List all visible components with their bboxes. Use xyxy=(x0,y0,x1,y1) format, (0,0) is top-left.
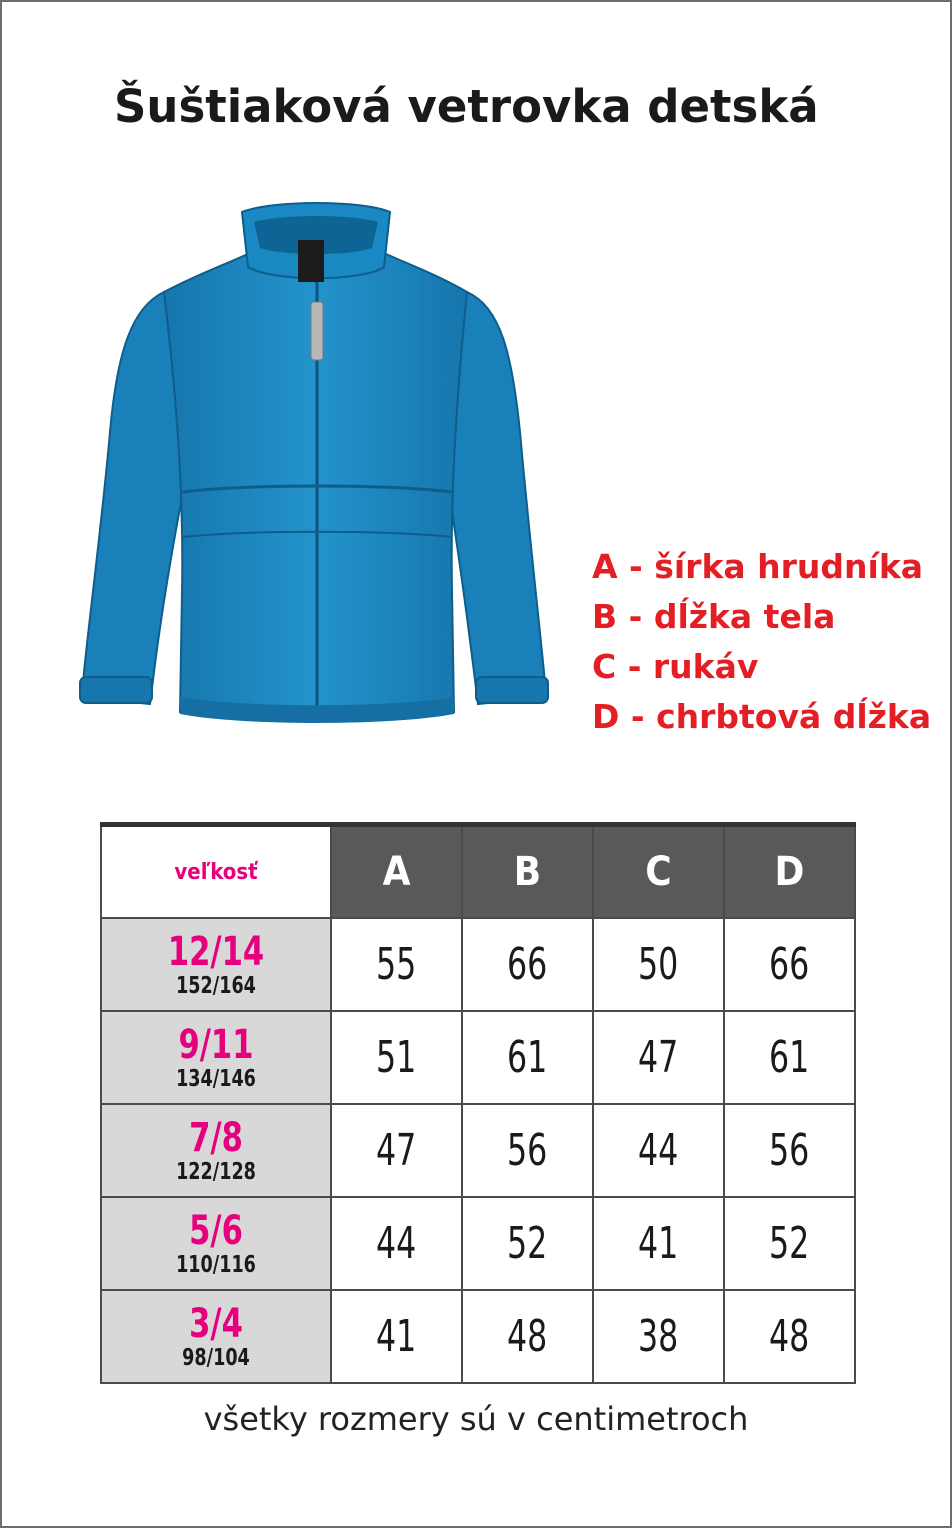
value-cell-a: 55 xyxy=(331,918,462,1011)
value-cell-c: 44 xyxy=(593,1104,724,1197)
value-cell-c: 50 xyxy=(593,918,724,1011)
size-cell xyxy=(101,1104,331,1197)
value-cell-c: 41 xyxy=(593,1197,724,1290)
value-cell-a: 51 xyxy=(331,1011,462,1104)
value-cell-b: 66 xyxy=(462,918,593,1011)
column-header-b: B xyxy=(462,825,593,919)
value-cell-c: 38 xyxy=(593,1290,724,1383)
size-cell xyxy=(101,1011,331,1104)
value-cell-a: 44 xyxy=(331,1197,462,1290)
value-cell-c: 47 xyxy=(593,1011,724,1104)
value-cell-a: 47 xyxy=(331,1104,462,1197)
value-cell-d: 56 xyxy=(724,1104,855,1197)
height-label: 122/128 xyxy=(176,1158,256,1185)
value-cell-b: 56 xyxy=(462,1104,593,1197)
value-cell-a: 41 xyxy=(331,1290,462,1383)
height-label: 110/116 xyxy=(176,1251,256,1278)
size-cell xyxy=(101,1290,331,1383)
table-header-row xyxy=(101,825,855,919)
table-row xyxy=(101,1197,855,1290)
units-note: všetky rozmery sú v centimetroch xyxy=(203,1400,749,1438)
value-cell-b: 61 xyxy=(462,1011,593,1104)
legend-item-d: D - chrbtová dĺžka xyxy=(592,697,932,736)
table-row xyxy=(101,1290,855,1383)
column-header-d: D xyxy=(724,825,855,919)
size-cell xyxy=(101,918,331,1011)
height-label: 152/164 xyxy=(176,972,256,999)
size-label: 7/8 xyxy=(189,1114,243,1161)
size-label: 12/14 xyxy=(167,928,265,975)
column-header-a: A xyxy=(331,825,462,919)
legend-item-b: B - dĺžka tela xyxy=(592,597,836,636)
legend-item-a: A - šírka hrudníka xyxy=(592,547,924,586)
table-row xyxy=(101,1011,855,1104)
size-column-header: veľkosť xyxy=(101,825,331,919)
size-table xyxy=(100,822,856,1384)
height-label: 98/104 xyxy=(182,1344,250,1371)
value-cell-b: 48 xyxy=(462,1290,593,1383)
value-cell-d: 66 xyxy=(724,918,855,1011)
value-cell-b: 52 xyxy=(462,1197,593,1290)
size-cell xyxy=(101,1197,331,1290)
size-label: 5/6 xyxy=(189,1207,243,1254)
page-title: Šuštiaková vetrovka detská xyxy=(114,80,819,133)
measurement-legend xyxy=(592,542,931,742)
table-row xyxy=(101,918,855,1011)
table-row xyxy=(101,1104,855,1197)
value-cell-d: 48 xyxy=(724,1290,855,1383)
size-label: 3/4 xyxy=(189,1300,243,1347)
legend-item-c: C - rukáv xyxy=(592,647,759,686)
size-label: 9/11 xyxy=(178,1021,254,1068)
height-label: 134/146 xyxy=(176,1065,256,1092)
column-header-c: C xyxy=(593,825,724,919)
jacket-image xyxy=(72,192,562,742)
value-cell-d: 61 xyxy=(724,1011,855,1104)
value-cell-d: 52 xyxy=(724,1197,855,1290)
